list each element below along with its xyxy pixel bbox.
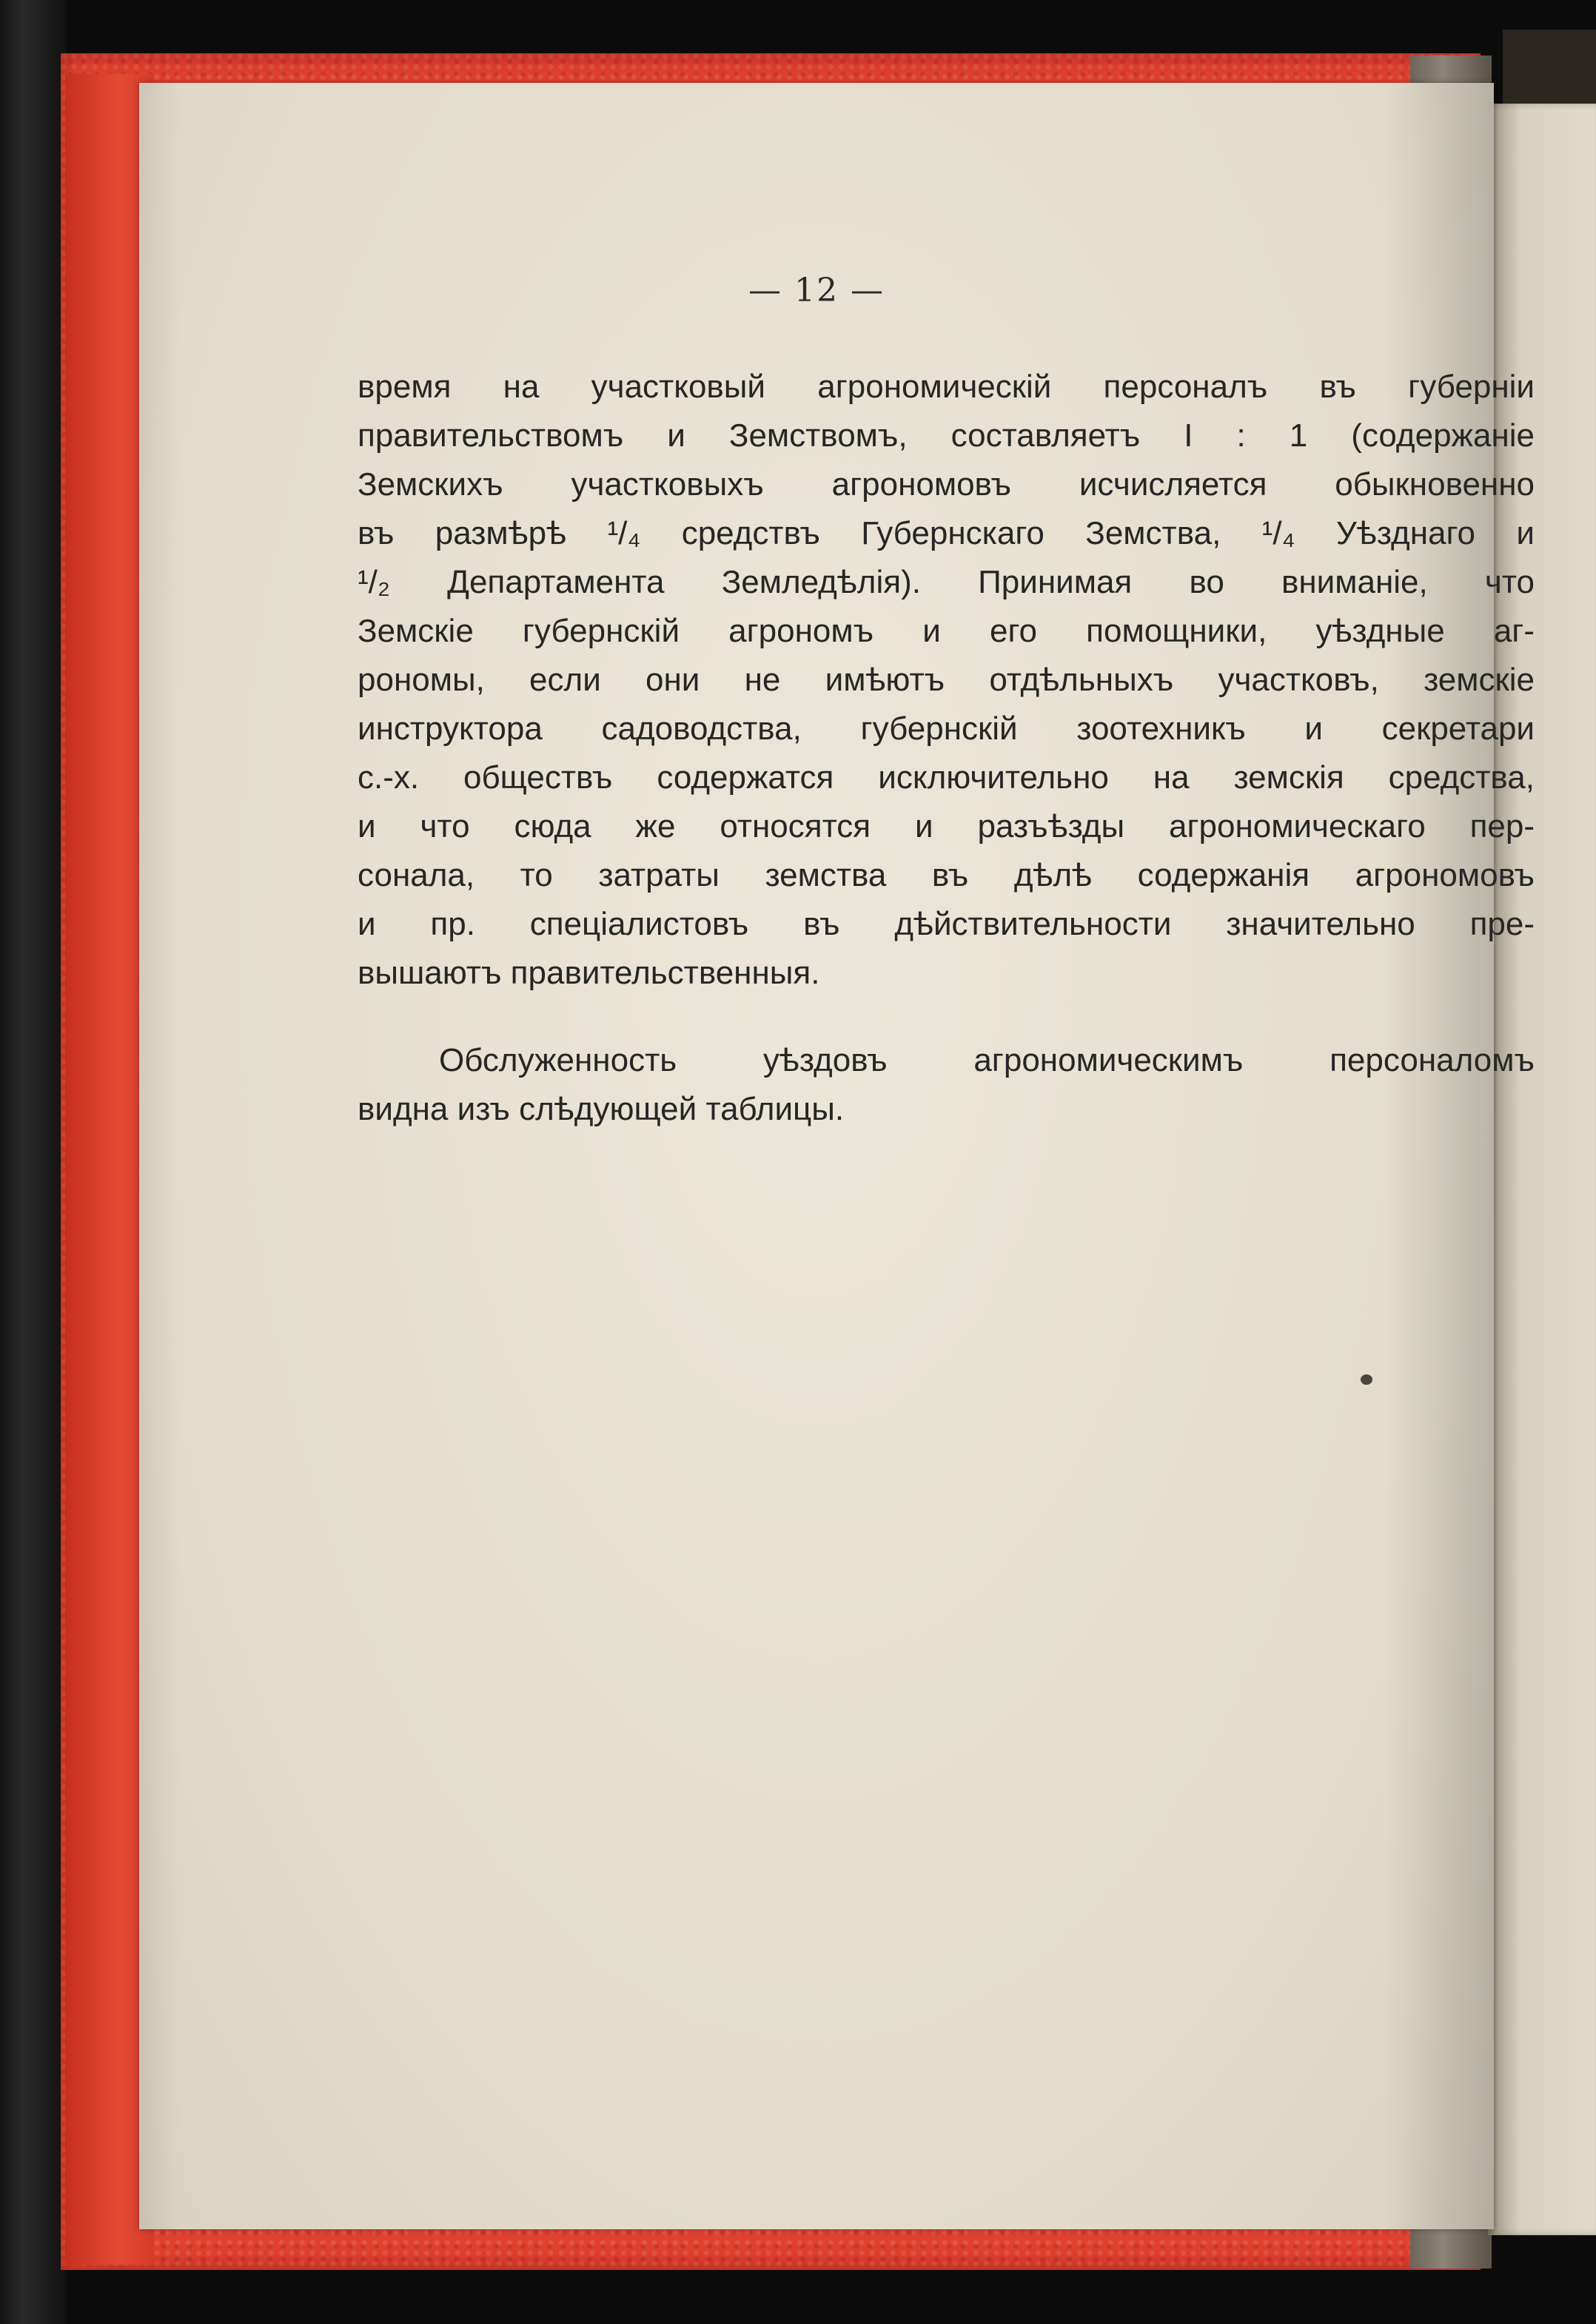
text-line: и пр. спеціалистовъ въ дѣйствительности значительно пре- [358,906,1535,942]
paragraph-gap [358,998,1535,1036]
scan-edge-shadow [0,0,67,2324]
text-line: ¹/₂ Департамента Земледѣлія). Принимая во вниманіе, что [358,564,1535,600]
background-shadow [1503,30,1596,104]
text-line: видна изъ слѣдующей таблицы. [358,1091,845,1127]
text-line: с.-х. обществъ содержатся исключительно на земскія средства, [358,759,1535,796]
text-line: правительствомъ и Земствомъ, составляетъ I : 1 (содержаніе [358,417,1535,454]
ink-blot [1361,1374,1372,1385]
text-line: сонала, то затраты земства въ дѣлѣ содержанія агрономовъ [358,857,1535,893]
text-line: вышаютъ правительственныя. [358,955,820,991]
text-line: инструктора садоводства, губернскій зоотехникъ и секретари [358,711,1535,747]
text-line: время на участковый агрономическій персоналъ въ губерніи [358,369,1535,405]
text-line: рономы, если они не имѣютъ отдѣльныхъ участковъ, земскіе [358,662,1535,698]
page-number: — 12 — [748,272,885,309]
text-line: Земскіе губернскій агрономъ и его помощники, уѣздные аг- [358,613,1535,649]
body-text [358,363,1535,1134]
text-line: Земскихъ участковыхъ агрономовъ исчисляется обыкновенно [358,466,1535,503]
text-line: Обслуженность уѣздовъ агрономическимъ персоналомъ [439,1042,1535,1078]
text-line: и что сюда же относятся и разъѣзды агрономическаго пер- [358,808,1535,844]
text-line: въ размѣрѣ ¹/₄ средствъ Губернскаго Земства, ¹/₄ Уѣзднаго и [358,515,1535,551]
